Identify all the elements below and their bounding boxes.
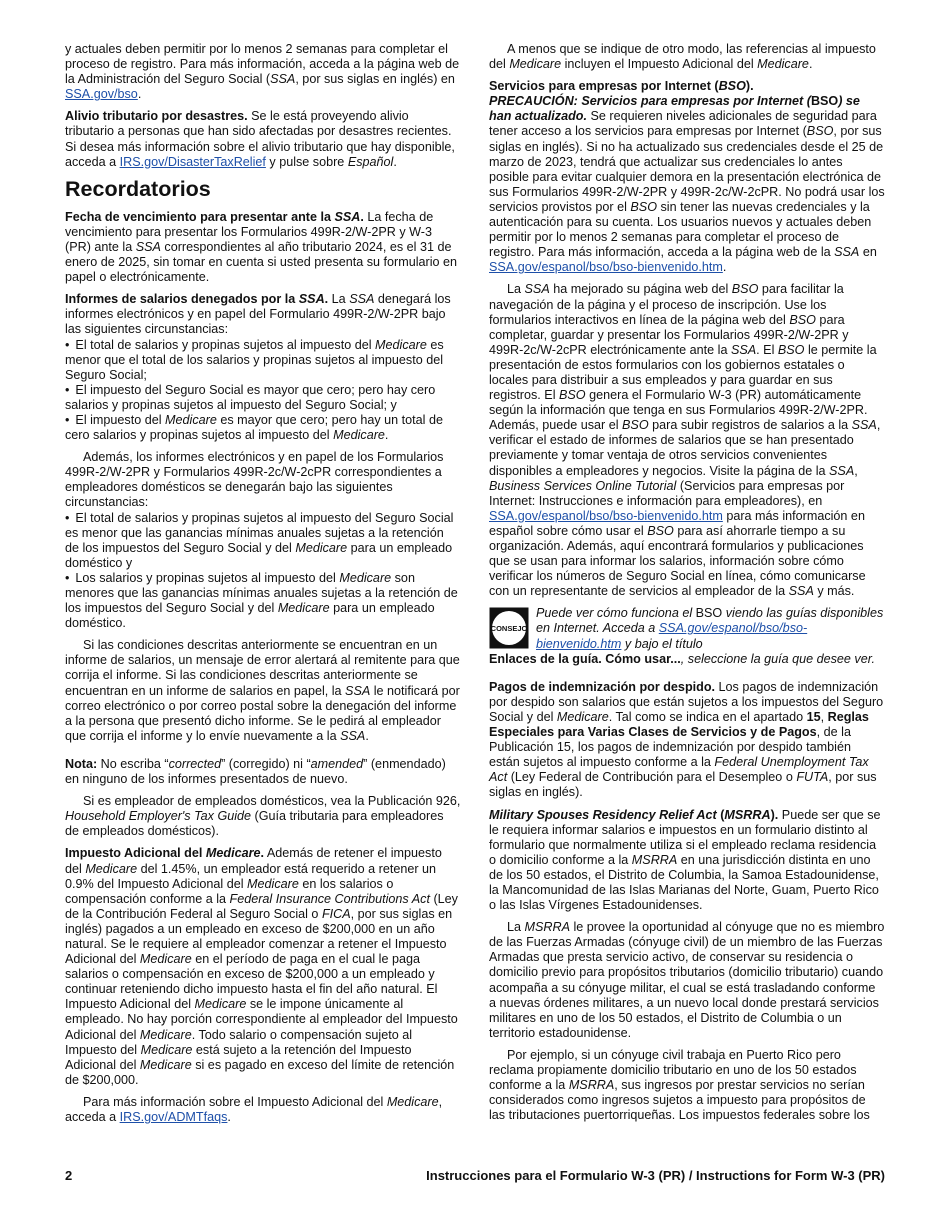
admt-faqs-link[interactable]: IRS.gov/ADMTfaqs	[119, 1110, 228, 1124]
list-item: • El impuesto del Seguro Social es mayor que cero; pero hay cero salarios y propinas sujetos al impuesto del Seguro Social; y	[65, 383, 461, 413]
disaster-relief-paragraph: Alivio tributario por desastres. Se le está proveyendo alivio tributario a personas que han sido afectadas por desastres recientes. Si desea más información sobre el alivio tributario que hay disponible, acceda a IRS.gov/DisasterTaxRelief y pulse sobre Español.	[65, 109, 455, 169]
note-section: Nota: No escriba “corrected” (corregido) ni “amended” (enmendado) en ninguno de los informes presentados de nuevo. Si es empleador de empleados domésticos, vea la Publicación 926, Household Employer's Tax Guide (Guía tributaria para empleadores de empleados domésticos).	[65, 756, 461, 839]
tip-bso-link[interactable]: SSA.gov/espanol/bso/bso-bienvenido.htm	[536, 621, 808, 651]
ssa-bso-link[interactable]: SSA.gov/bso	[65, 87, 138, 102]
left-column	[65, 42, 461, 1132]
medicare-reference-paragraph: A menos que se indique de otro modo, las referencias al impuesto del Medicare incluyen el Impuesto Adicional del Medicare.	[489, 42, 876, 72]
page-number: 2	[65, 1168, 73, 1183]
bso-tutorial-link[interactable]: SSA.gov/espanol/bso/bso-bienvenido.htm	[489, 508, 723, 523]
footer-title: Instrucciones para el Formulario W-3 (PR) / Instructions for Form W-3 (PR)	[426, 1168, 885, 1183]
svg-text:CONSEJO: CONSEJO	[490, 624, 528, 634]
intro-paragraph: y actuales deben permitir por lo menos 2 semanas para completar el proceso de registro. Para más información, acceda a la página web de la Administración del Seguro Social (SSA, por sus siglas en inglés) en SSA.gov/bso.	[65, 42, 460, 102]
section-heading-recordatorios: Recordatorios	[65, 176, 211, 201]
list-item: • El total de salarios y propinas sujetos al impuesto del Medicare es menor que el total de los salarios y propinas sujetos al impuesto del Seguro Social;	[65, 338, 461, 383]
additional-medicare-section: Impuesto Adicional del Medicare. Además de retener el impuesto del Medicare del 1.45%, un empleador está requerido a retener un 0.9% del Impuesto Adicional del Medicare en los salarios o compensación conforme a la Federal Insurance Contributions Act (Ley de la Contribución Federal al Seguro Social o FICA, por sus siglas en inglés) pagados a un empleado en exceso de $200,000 en un año natural. Se le requiere al empleador comenzar a retener el Impuesto Adicional del Medicare en el período de paga en el cual le paga salarios o compensación en exceso de $200,000 a un empleado y continuar reteniendo dicho impuesto hasta el fin del año natural. El Impuesto Adicional del Medicare se le impone únicamente al empleado. No hay porción correspondiente al empleador del Impuesto Adicional del Medicare. Todo salario o compensación sujeto al Impuesto del Medicare está sujeto a la retención del Impuesto Adicional del Medicare si es pagado en exceso del límite de retención de $200,000. Para más información sobre el Impuesto Adicional del Medicare, acceda a IRS.gov/ADMTfaqs.	[65, 846, 458, 1124]
tip-box: CONSEJO Puede ver cómo funciona el BSO viendo las guías disponibles en Internet. Acceda a SSA.gov/espanol/bso/bso-bienvenido.htm y bajo el título Enlaces de la guía. Cómo usar..., seleccione la guía que desee ver.	[489, 606, 884, 666]
denied-reports-section: Informes de salarios denegados por la SSA. La SSA denegará los informes electrónicos y en papel del Formulario 499R-2/W-2PR bajo las siguientes circunstancias: • El total de salarios y propinas sujetos al impuesto del Medicare es menor que el total de los salarios y propinas sujetos al impuesto del Seguro Social; • El impuesto del Seguro Social es mayor que cero; pero hay cero salarios y propinas sujetos al impuesto del Seguro Social; y • El impuesto del Medicare es mayor que cero; pero hay un total de cero salarios y propinas sujetos al impuesto del Medicare. Además, los informes electrónicos y en papel de los Formularios 499R-2/W-2PR y Formularios 499R-2c/W-2cPR correspondientes a empleadores domésticos se denegarán bajo las siguientes circunstancias: • El total de salarios y propinas sujetos al impuesto del Seguro Social es menor que las ganancias mínimas anuales sujetas a la retención de los impuestos del Seguro Social y del Medicare para un empleado doméstico y • Los salarios y propinas sujetos al impuesto del Medicare son menores que las ganancias mínimas anuales sujetas a la retención de los impuestos del Seguro Social y del Medicare para un empleado doméstico. Si las condiciones descritas anteriormente se encuentran en un informe de salarios, un mensaje de error alertará al remitente para que corrija el informe. Si las condiciones descritas anteriormente se encuentran en un informe de salarios en papel, la SSA le notificará por correo electrónico o por correo postal sobre la denegación del informe a la persona que presentó dicho informe. Se le pedirá al empleador que corrija el informe y lo envíe nuevamente a la SSA.	[65, 292, 461, 744]
due-date-paragraph: Fecha de vencimiento para presentar ante la SSA. La fecha de vencimiento para presentar los Formularios 499R-2/W-2PR y W-3 (PR) ante la SSA correspondientes al año tributario 2024, es el 31 de enero de 2025, sin tomar en cuenta si usted presenta su formulario en papel o electrónicamente.	[65, 209, 458, 285]
list-item: • Los salarios y propinas sujetos al impuesto del Medicare son menores que las ganancias mínimas anuales sujetas a la retención de los impuestos del Seguro Social y del Medicare para un empleado doméstico.	[65, 571, 461, 631]
bso-section: Servicios para empresas por Internet (BSO). PRECAUCIÓN: Servicios para empresas por Internet (BSO) se han actualizado. Se requieren niveles adicionales de seguridad para tener acceso a los servicios para empresas por Internet (BSO, por sus siglas en inglés). Si no ha actualizado sus credenciales desde el 25 de marzo de 2023, tendrá que actualizar sus credenciales lo antes posible para evitar cualquier demora en la presentación electrónica de sus Formularios 499R-2/W-2PR y 499R-2c/W-2cPR. No podrá usar los servicios provistos por el BSO sin tener las nuevas credenciales y la autenticación para su cuenta. Los usuarios nuevos y actuales deben permitir por lo menos 2 semanas para completar el proceso de registro. Para más información, acceda a la página web de la SSA en SSA.gov/espanol/bso/bso-bienvenido.htm. La SSA ha mejorado su página web del BSO para facilitar la navegación de la página y el proceso de inscripción. Use los formularios interactivos en línea de la página web del BSO para completar, guardar y presentar los Formularios 499R-2/W-2PR y 499R-2c/W-2cPR electrónicamente ante la SSA. El BSO le permite la presentación de estos formularios con los gobiernos estatales o locales para distribuir a sus empleados y para guardar en sus registros. El BSO genera el Formulario W-3 (PR) automáticamente según la información que tenga en sus Formularios 499R-2/W-2PR. Además, puede usar el BSO para subir registros de salarios a la SSA, verificar el estado de informes de salarios que se han presentado previamente y tomar ventaja de otros servicios convenientes disponibles a empleadores y negocios. Visite la página de la SSA, Business Services Online Tutorial (Servicios para empresas por Internet: Instrucciones e información para empleadores), en SSA.gov/espanol/bso/bso-bienvenido.htm para más información en español sobre cómo usar el BSO para así ahorrarle tiempo a su organización. Además, aquí encontrará formularios y publicaciones que se usan para informar los salarios, información sobre cómo verificar los números de Seguro Social en línea, cómo comunicarse con un representante de servicios al empleador de la SSA y más.	[489, 79, 885, 599]
disaster-relief-link[interactable]: IRS.gov/DisasterTaxRelief	[119, 154, 266, 169]
right-column	[489, 42, 885, 1130]
list-item: • El impuesto del Medicare es mayor que cero; pero hay un total de cero salarios y propinas sujetos al impuesto del Medicare.	[65, 413, 461, 443]
msrra-section: Military Spouses Residency Relief Act (MSRRA). Puede ser que se le requiera informar salarios e impuestos en un formulario distinto al formulario que normalmente utiliza si el empleado reclama residencia o domicilio conforme a la MSRRA en una jurisdicción distinta en uno de los 50 estados, el Distrito de Columbia, la Samoa Estadounidense, la Mancomunidad de las Islas Marianas del Norte, Guam, Puerto Rico o las Islas Vírgenes Estadounidenses. La MSRRA le provee la oportunidad al cónyuge que no es miembro de las Fuerzas Armadas (cónyuge civil) de un miembro de las Fuerzas Armadas que presta servicio activo, de conservar su residencia o domicilio previo para propósitos tributarios (domicilio tributario) cuando acompaña a su cónyuge militar, el cual se está trasladando conforme a nuevas órdenes militares, a un nuevo local donde prestará servicios militares en uno de los 50 estados, el Distrito de Columbia o un territorio estadounidense. Por ejemplo, si un cónyuge civil trabaja en Puerto Rico pero reclama propiamente domicilio tributario en uno de los 50 estados conforme a la MSRRA, sus ingresos por prestar servicios no serían considerados como ingresos sujetos a impuesto para propósitos de las tributaciones puertorriqueñas. Los impuestos federales sobre los	[489, 807, 885, 1123]
tip-text: Puede ver cómo funciona el BSO viendo las guías disponibles en Internet. Acceda a SSA.gov/espanol/bso/bso-bienvenido.htm y bajo el título	[536, 606, 884, 651]
list-item: • El total de salarios y propinas sujetos al impuesto del Seguro Social es menor que las ganancias mínimas anuales sujetas a la retención de los impuestos del Seguro Social y del Medicare para un empleado doméstico y	[65, 511, 461, 571]
severance-paragraph: Pagos de indemnización por despido. Los pagos de indemnización por despido son salarios que están sujetos a los impuestos del Seguro Social y del Medicare. Tal como se indica en el apartado 15, Reglas Especiales para Varias Clases de Servicios y de Pagos, de la Publicación 15, los pagos de indemnización por despido también están sujetos al impuesto conforme a la Federal Unemployment Tax Act (Ley Federal de Contribución para el Desempleo o FUTA, por sus siglas en inglés).	[489, 679, 884, 800]
bso-bienvenido-link[interactable]: SSA.gov/espanol/bso/bso-bienvenido.htm	[489, 260, 723, 275]
consejo-tip-icon	[489, 607, 529, 649]
